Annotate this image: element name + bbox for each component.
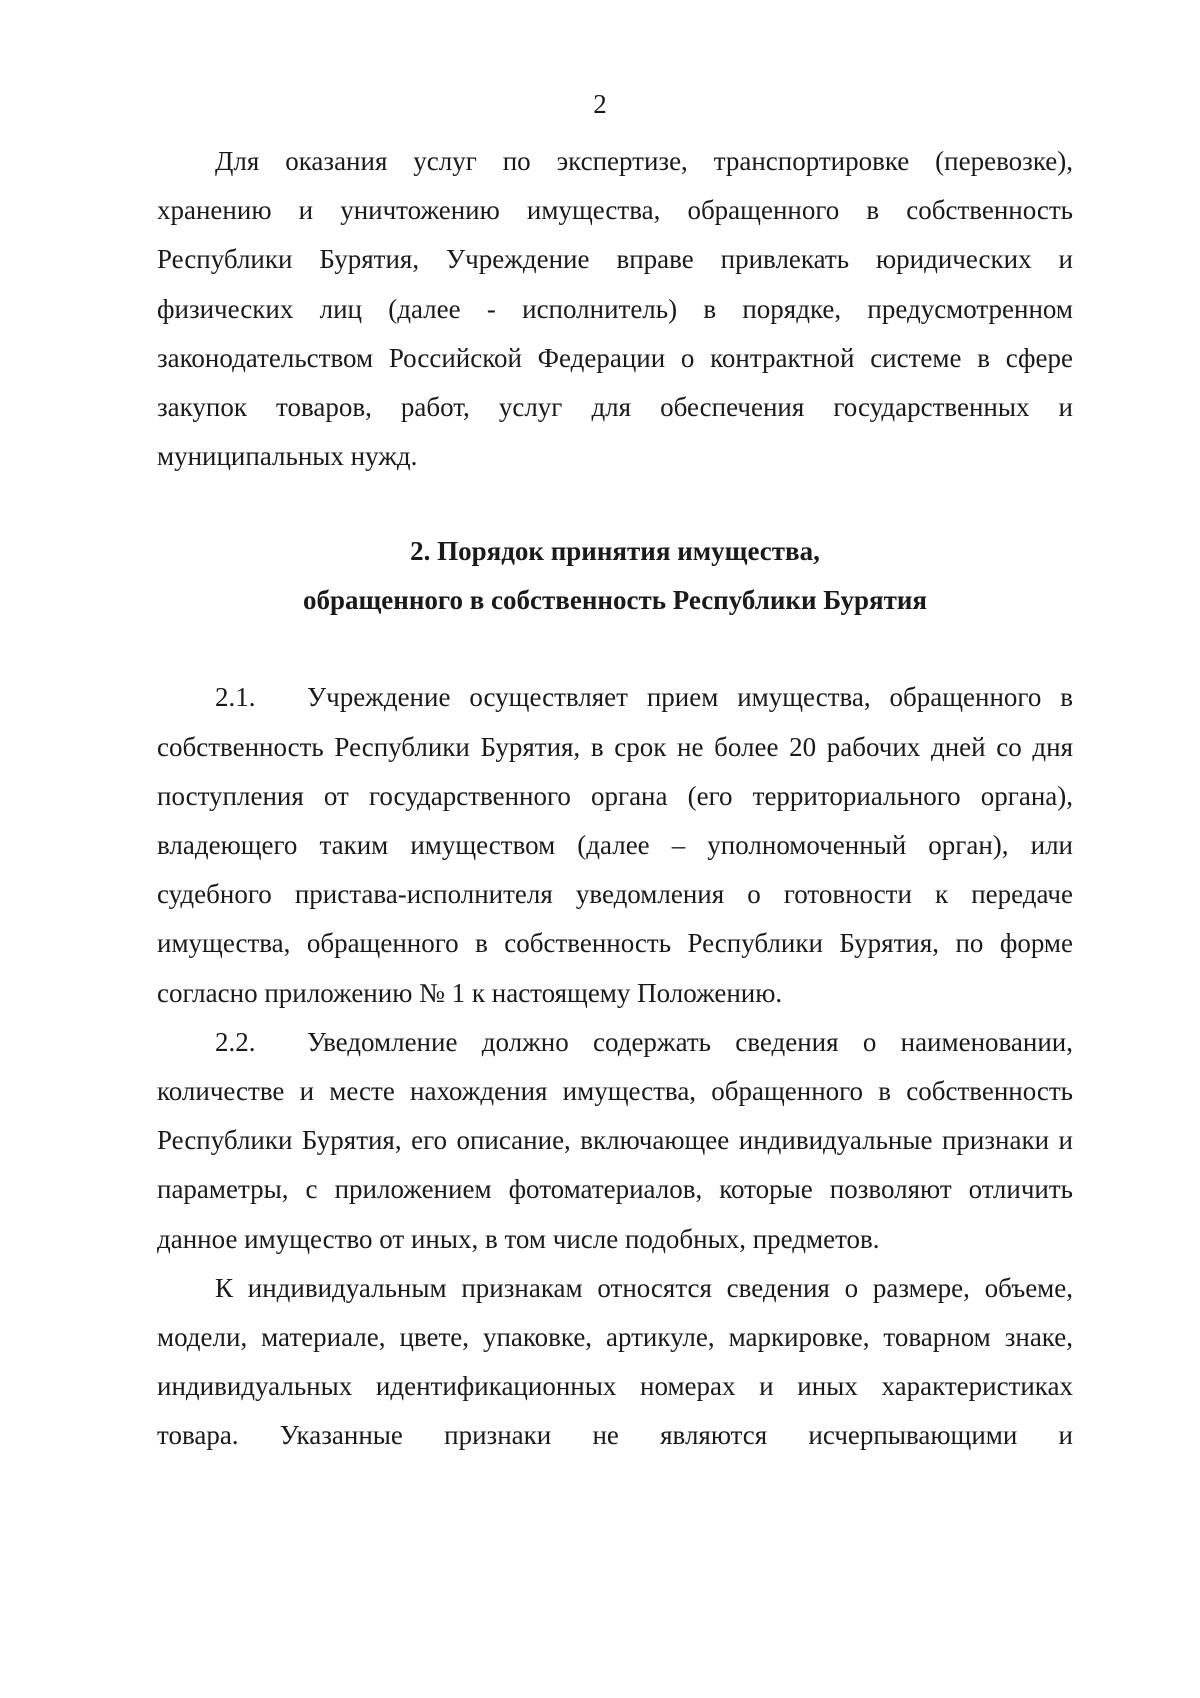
paragraph-text-2-1: Учреждение осуществляет прием имущества, обращенного в собственность Республики Бурятия, в срок не более 20 рабочих дней со дня поступления от государственного органа (его территориального органа), владеющего таким имуществом (далее – уполномоченный орган), или судебного пристава-исполнителя уведомления о готовности к передаче имущества, обращенного в собственность Республики Бурятия, по форме согласно приложению № 1 к настоящему Положению. — [157, 682, 1073, 1008]
paragraph-number-2-2: 2.2. — [215, 1026, 256, 1057]
paragraph-text-2-2: Уведомление должно содержать сведения о наименовании, количестве и месте нахождения имущества, обращенного в собственность Республики Бурятия, его описание, включающее индивидуальные признаки и параметры, с приложением фотоматериалов, которые позволяют отличить данное имущество от иных, в том числе подобных, предметов. — [157, 1026, 1073, 1254]
section-heading — [157, 527, 1073, 625]
intro-paragraph: Для оказания услуг по экспертизе, транспортировке (перевозке), хранению и уничтожению имущества, обращенного в собственность Республики Бурятия, Учреждение вправе привлекать юридических и физических лиц (далее - исполнитель) в порядке, предусмотренном законодательством Российской Федерации о контрактной системе в сфере закупок товаров, работ, услуг для обеспечения государственных и муниципальных нужд. — [157, 146, 1073, 472]
page-number: 2 — [593, 89, 607, 119]
section-title-line-2: обращенного в собственность Республики Бурятия — [302, 585, 928, 616]
paragraph-number-2-1: 2.1. — [215, 682, 256, 713]
document-body — [157, 137, 1073, 1461]
paragraph-individual-features: К индивидуальным признакам относятся сведения о размере, объеме, модели, материале, цвете, упаковке, артикуле, маркировке, товарном знаке, индивидуальных идентификационных номерах и иных характеристиках товара. Указанные признаки не являются исчерпывающими и — [157, 1272, 1073, 1451]
paragraph-2-1 — [157, 673, 1073, 1017]
section-title-line-1: 2. Порядок принятия имущества, — [410, 536, 820, 567]
paragraph-2-2 — [157, 1018, 1073, 1264]
